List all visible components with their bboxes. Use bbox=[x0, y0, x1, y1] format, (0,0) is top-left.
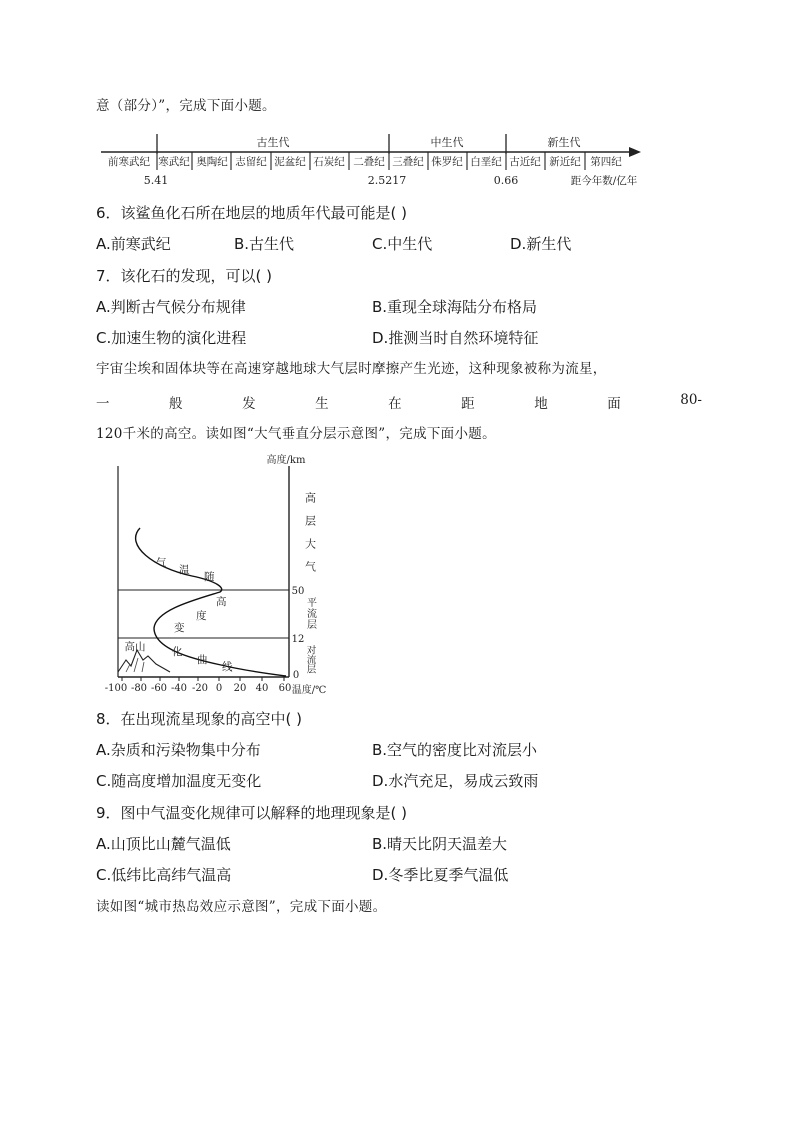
intro-text-1: 意（部分）”，完成下面小题。 bbox=[96, 98, 276, 114]
y-tick-label: 0 bbox=[292, 670, 300, 681]
period-label: 泥盆纪 bbox=[274, 156, 306, 168]
q7-option-b[interactable]: B.重现全球海陆分布格局 bbox=[372, 298, 538, 316]
period-label: 侏罗纪 bbox=[431, 156, 463, 168]
x-tick-label: 0 bbox=[215, 683, 223, 694]
period-label: 前寒武纪 bbox=[108, 156, 150, 168]
intro-text-2-line-1: 宇宙尘埃和固体块等在高速穿越地球大气层时摩擦产生光迹，这种现象被称为流星， bbox=[96, 361, 607, 377]
intro-word: 面 bbox=[607, 396, 621, 412]
curve-label-char: 随 bbox=[204, 571, 215, 583]
curve-label-char: 化 bbox=[172, 646, 183, 658]
curve-label-char: 高 bbox=[216, 596, 227, 608]
intro-text-3: 读如图“城市热岛效应示意图”，完成下面小题。 bbox=[96, 899, 387, 915]
age-value: 5.41 bbox=[143, 174, 169, 187]
period-label: 新近纪 bbox=[549, 156, 581, 168]
q6-option-a[interactable]: A.前寒武纪 bbox=[96, 235, 171, 253]
period-label: 二叠纪 bbox=[353, 156, 385, 168]
y-tick-label: 12 bbox=[291, 634, 305, 645]
x-tick-label: -40 bbox=[170, 683, 188, 694]
era-label-paleozoic: 古生代 bbox=[256, 136, 290, 149]
q7-option-c[interactable]: C.加速生物的演化进程 bbox=[96, 329, 247, 347]
x-tick-label: -100 bbox=[104, 683, 128, 694]
q8-option-d[interactable]: D.水汽充足，易成云致雨 bbox=[372, 772, 539, 790]
curve-label-char: 线 bbox=[222, 661, 233, 673]
x-tick-label: -20 bbox=[191, 683, 209, 694]
intro-word: 生 bbox=[315, 396, 329, 412]
period-label: 奥陶纪 bbox=[196, 156, 228, 168]
q8-option-c[interactable]: C.随高度增加温度无变化 bbox=[96, 772, 262, 790]
q6-option-b[interactable]: B.古生代 bbox=[234, 235, 295, 253]
layer-label-upper: 高层大气 bbox=[303, 492, 317, 584]
q7-option-a[interactable]: A.判断古气候分布规律 bbox=[96, 298, 246, 316]
x-tick-label: 20 bbox=[233, 683, 247, 694]
question-7-stem: 7．该化石的发现，可以( ) bbox=[96, 267, 273, 285]
axis-unit: 距今年数/亿年 bbox=[570, 175, 638, 187]
layer-label-strato: 平流层 bbox=[304, 597, 316, 630]
q9-option-a[interactable]: A.山顶比山麓气温低 bbox=[96, 835, 231, 853]
intro-word: 地 bbox=[534, 396, 548, 412]
age-value: 0.66 bbox=[493, 174, 519, 187]
q7-option-d[interactable]: D.推测当时自然环境特征 bbox=[372, 329, 539, 347]
q8-option-b[interactable]: B.空气的密度比对流层小 bbox=[372, 741, 538, 759]
intro-text-2-line-2 bbox=[96, 392, 702, 412]
intro-word: 80- bbox=[680, 392, 702, 408]
geologic-timeline-figure bbox=[96, 132, 656, 190]
curve-label-char: 变 bbox=[174, 622, 185, 634]
curve-label-char: 曲 bbox=[197, 654, 208, 666]
y-axis-label: 高度/km bbox=[266, 455, 306, 466]
question-8-stem: 8．在出现流星现象的高空中( ) bbox=[96, 710, 303, 728]
atmosphere-layer-diagram bbox=[96, 450, 346, 696]
curve-label-char: 度 bbox=[196, 610, 207, 622]
question-9-stem: 9．图中气温变化规律可以解释的地理现象是( ) bbox=[96, 804, 408, 822]
q6-option-d[interactable]: D.新生代 bbox=[510, 235, 572, 253]
intro-word: 距 bbox=[461, 396, 475, 412]
curve-label-char: 气 bbox=[156, 557, 167, 569]
mountain-shape bbox=[118, 650, 170, 672]
intro-text-2-line-3: 120千米的高空。读如图“大气垂直分层示意图”，完成下面小题。 bbox=[96, 426, 496, 442]
q8-option-a[interactable]: A.杂质和污染物集中分布 bbox=[96, 741, 261, 759]
age-value: 2.5217 bbox=[367, 174, 407, 187]
period-label: 寒武纪 bbox=[158, 156, 190, 168]
period-label: 第四纪 bbox=[590, 156, 622, 168]
period-label: 古近纪 bbox=[509, 156, 541, 168]
intro-word: 一 bbox=[96, 396, 110, 412]
x-axis-label: 温度/℃ bbox=[291, 685, 327, 696]
intro-word: 在 bbox=[388, 396, 402, 412]
x-tick-label: -60 bbox=[150, 683, 168, 694]
q9-option-b[interactable]: B.晴天比阴天温差大 bbox=[372, 835, 508, 853]
period-label: 志留纪 bbox=[235, 156, 267, 168]
q6-option-c[interactable]: C.中生代 bbox=[372, 235, 433, 253]
question-6-stem: 6．该鲨鱼化石所在地层的地质年代最可能是( ) bbox=[96, 204, 408, 222]
q9-option-d[interactable]: D.冬季比夏季气温低 bbox=[372, 866, 509, 884]
intro-word: 般 bbox=[169, 396, 183, 412]
temperature-curve bbox=[136, 528, 286, 676]
period-label: 白垩纪 bbox=[470, 156, 502, 168]
x-tick-label: -80 bbox=[130, 683, 148, 694]
curve-label-char: 温 bbox=[179, 564, 190, 576]
x-tick-label: 40 bbox=[255, 683, 269, 694]
era-label-mesozoic: 中生代 bbox=[430, 136, 464, 149]
period-label: 石炭纪 bbox=[313, 156, 345, 168]
y-tick-label: 50 bbox=[291, 586, 305, 597]
x-tick-label: 60 bbox=[278, 683, 292, 694]
intro-word: 发 bbox=[242, 396, 256, 412]
mountain-label: 高山 bbox=[124, 641, 146, 653]
layer-label-tropo: 对流层 bbox=[304, 645, 316, 674]
q9-option-c[interactable]: C.低纬比高纬气温高 bbox=[96, 866, 232, 884]
period-label: 三叠纪 bbox=[392, 156, 424, 168]
era-label-cenozoic: 新生代 bbox=[547, 136, 581, 149]
